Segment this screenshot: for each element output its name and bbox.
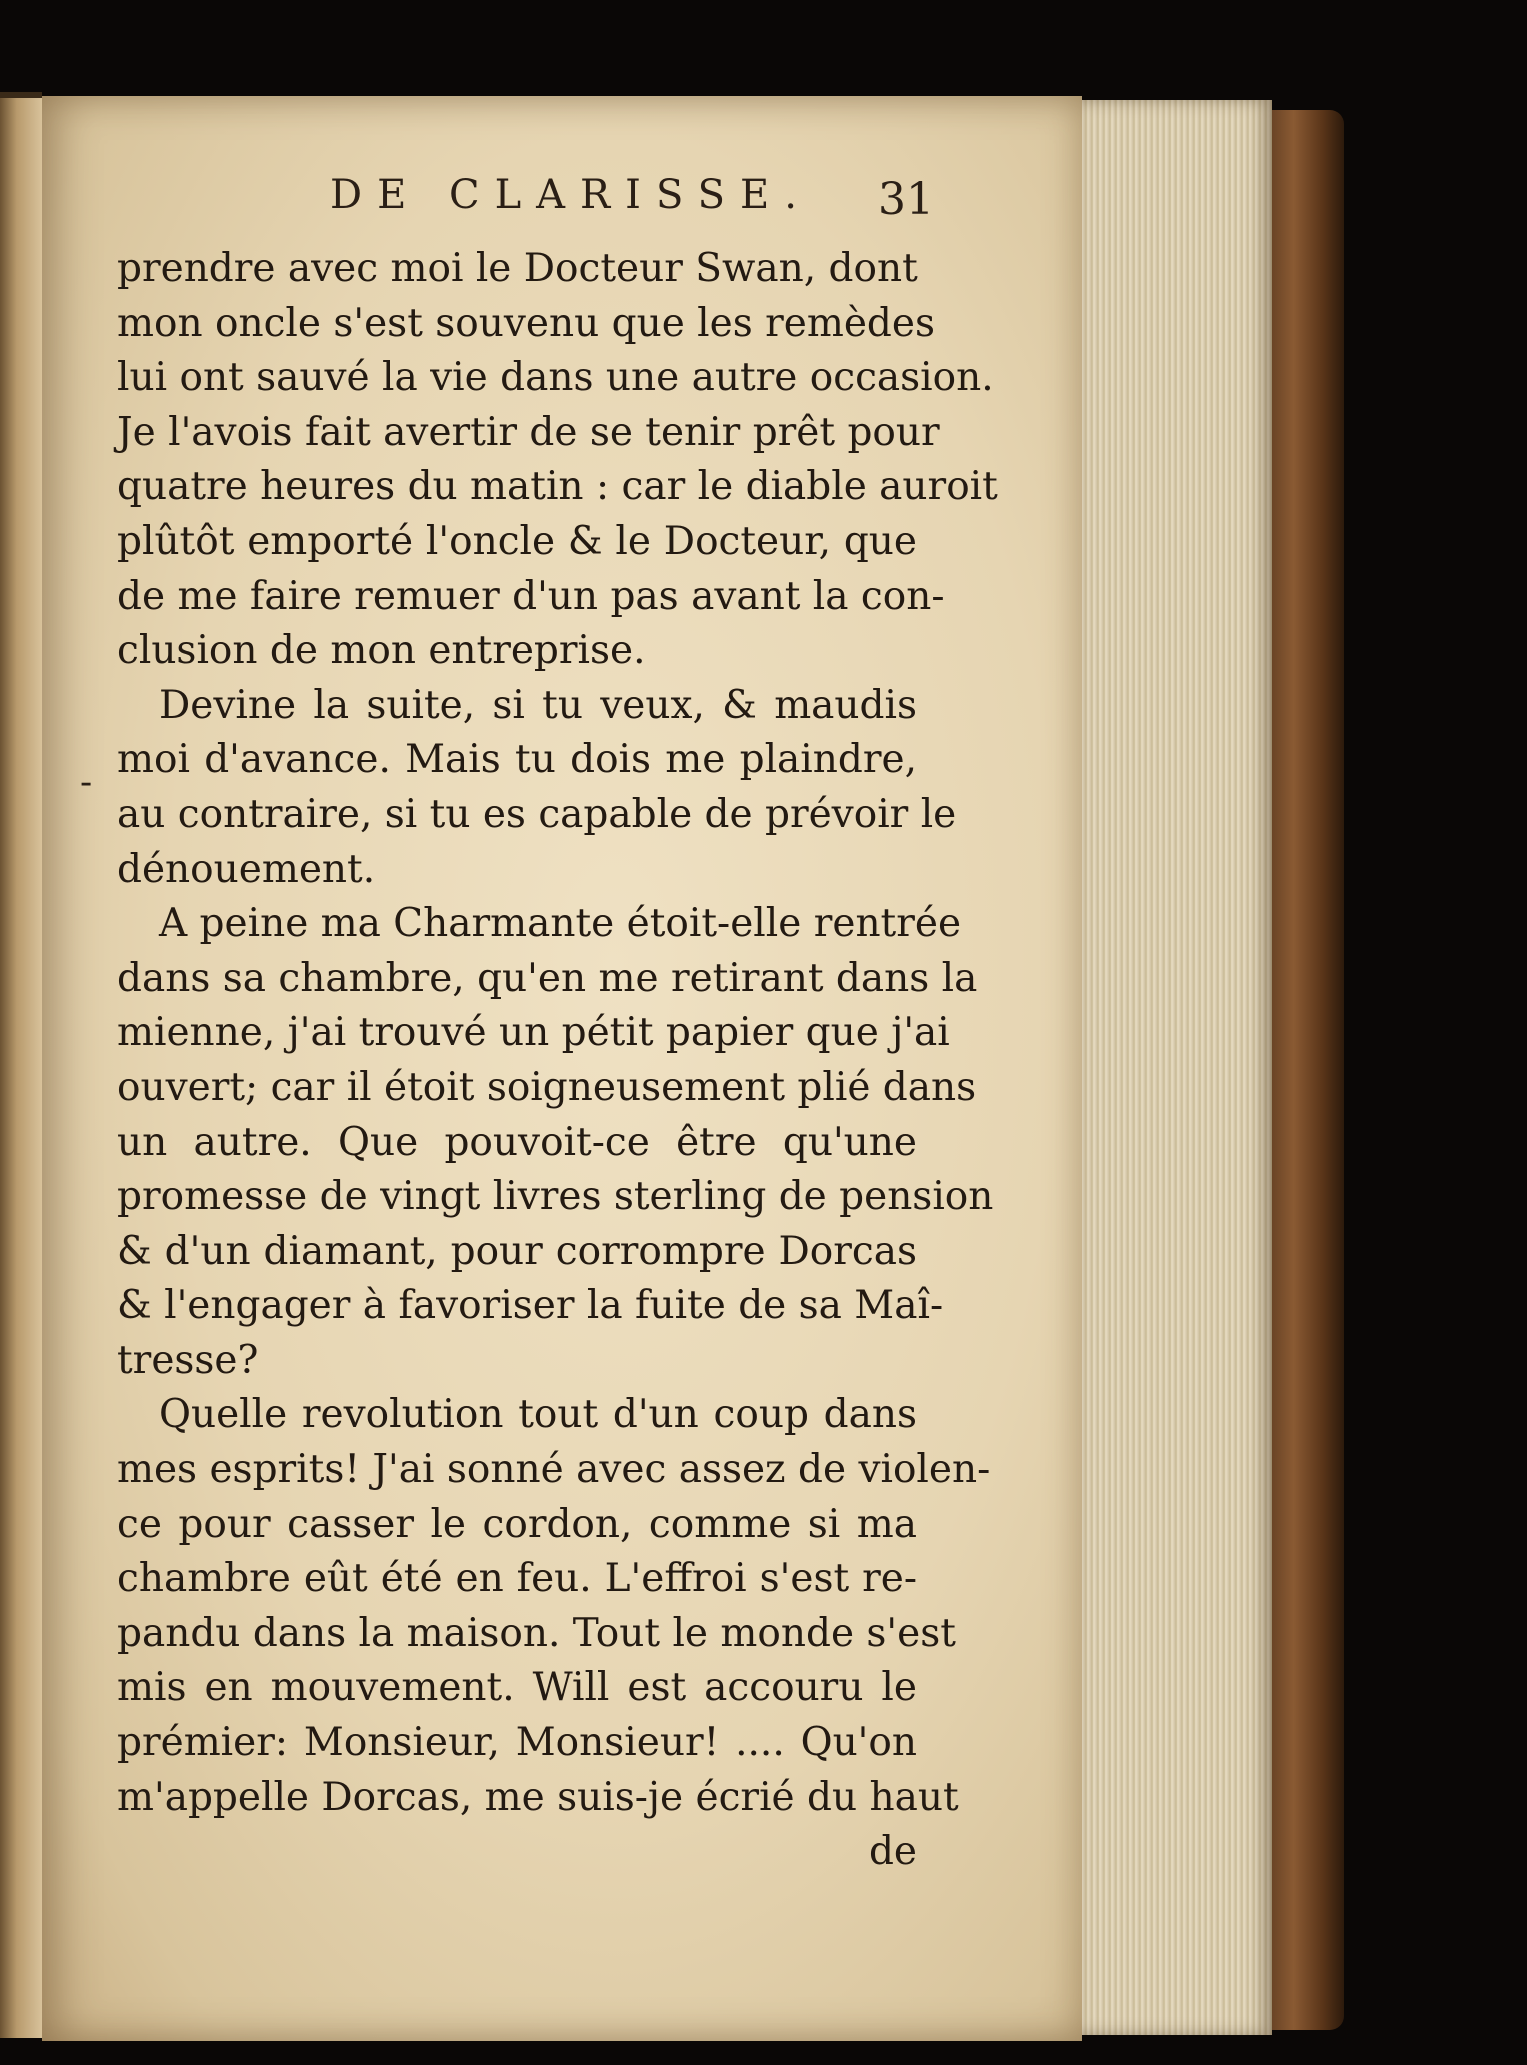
running-title: DE CLARISSE. xyxy=(330,172,812,218)
text-line: mis en mouvement. Will est accouru le xyxy=(117,1665,917,1711)
text-line: Quelle revolution tout d'un coup dans xyxy=(159,1392,917,1438)
text-line: promesse de vingt livres sterling de pension xyxy=(117,1174,994,1220)
text-line: un autre. Que pouvoit-ce être qu'une xyxy=(117,1119,917,1165)
previous-page-edge xyxy=(0,92,42,2038)
text-line: & l'engager à favoriser la fuite de sa Maî- xyxy=(117,1283,944,1329)
text-line: moi d'avance. Mais tu dois me plaindre, xyxy=(117,737,917,783)
text-line: dans sa chambre, qu'en me retirant dans la xyxy=(117,955,978,1001)
text-line: prémier: Monsieur, Monsieur! .... Qu'on xyxy=(117,1720,917,1766)
text-line: lui ont sauvé la vie dans une autre occasion. xyxy=(117,355,994,401)
text-line: ce pour casser le cordon, comme si ma xyxy=(117,1501,917,1547)
text-line: au contraire, si tu es capable de prévoir le xyxy=(117,791,957,837)
margin-mark: - xyxy=(80,762,93,803)
text-line: plûtôt emporté l'oncle & le Docteur, que xyxy=(117,518,917,564)
text-line: mes esprits! J'ai sonné avec assez de violen- xyxy=(117,1447,991,1493)
text-line: pandu dans la maison. Tout le monde s'est xyxy=(117,1610,956,1656)
text-line: Devine la suite, si tu veux, & maudis xyxy=(159,682,917,728)
text-line: ouvert; car il étoit soigneusement plié dans xyxy=(117,1064,977,1110)
leather-cover xyxy=(1272,110,1344,2030)
text-line: mon oncle s'est souvenu que les remèdes xyxy=(117,300,935,346)
text-line: mienne, j'ai trouvé un pétit papier que j'ai xyxy=(117,1010,950,1056)
catchword: de xyxy=(868,1829,917,1875)
text-line: de me faire remuer d'un pas avant la con- xyxy=(117,573,945,619)
page-number: 31 xyxy=(878,174,934,225)
text-line: dénouement. xyxy=(117,846,376,892)
body-text xyxy=(117,242,998,1880)
text-line: chambre eût été en feu. L'effroi s'est re- xyxy=(117,1556,917,1602)
text-line: quatre heures du matin : car le diable auroit xyxy=(117,464,998,510)
page-block-edges xyxy=(1082,100,1272,2035)
text-line: A peine ma Charmante étoit-elle rentrée xyxy=(159,901,962,947)
text-line: tresse? xyxy=(117,1337,259,1383)
text-line: m'appelle Dorcas, me suis-je écrié du haut xyxy=(117,1774,959,1820)
page-header xyxy=(330,172,934,232)
text-line: clusion de mon entreprise. xyxy=(117,628,646,674)
text-line: & d'un diamant, pour corrompre Dorcas xyxy=(117,1228,917,1274)
text-line: Je l'avois fait avertir de se tenir prêt pour xyxy=(117,409,940,455)
text-line: prendre avec moi le Docteur Swan, dont xyxy=(117,246,918,291)
